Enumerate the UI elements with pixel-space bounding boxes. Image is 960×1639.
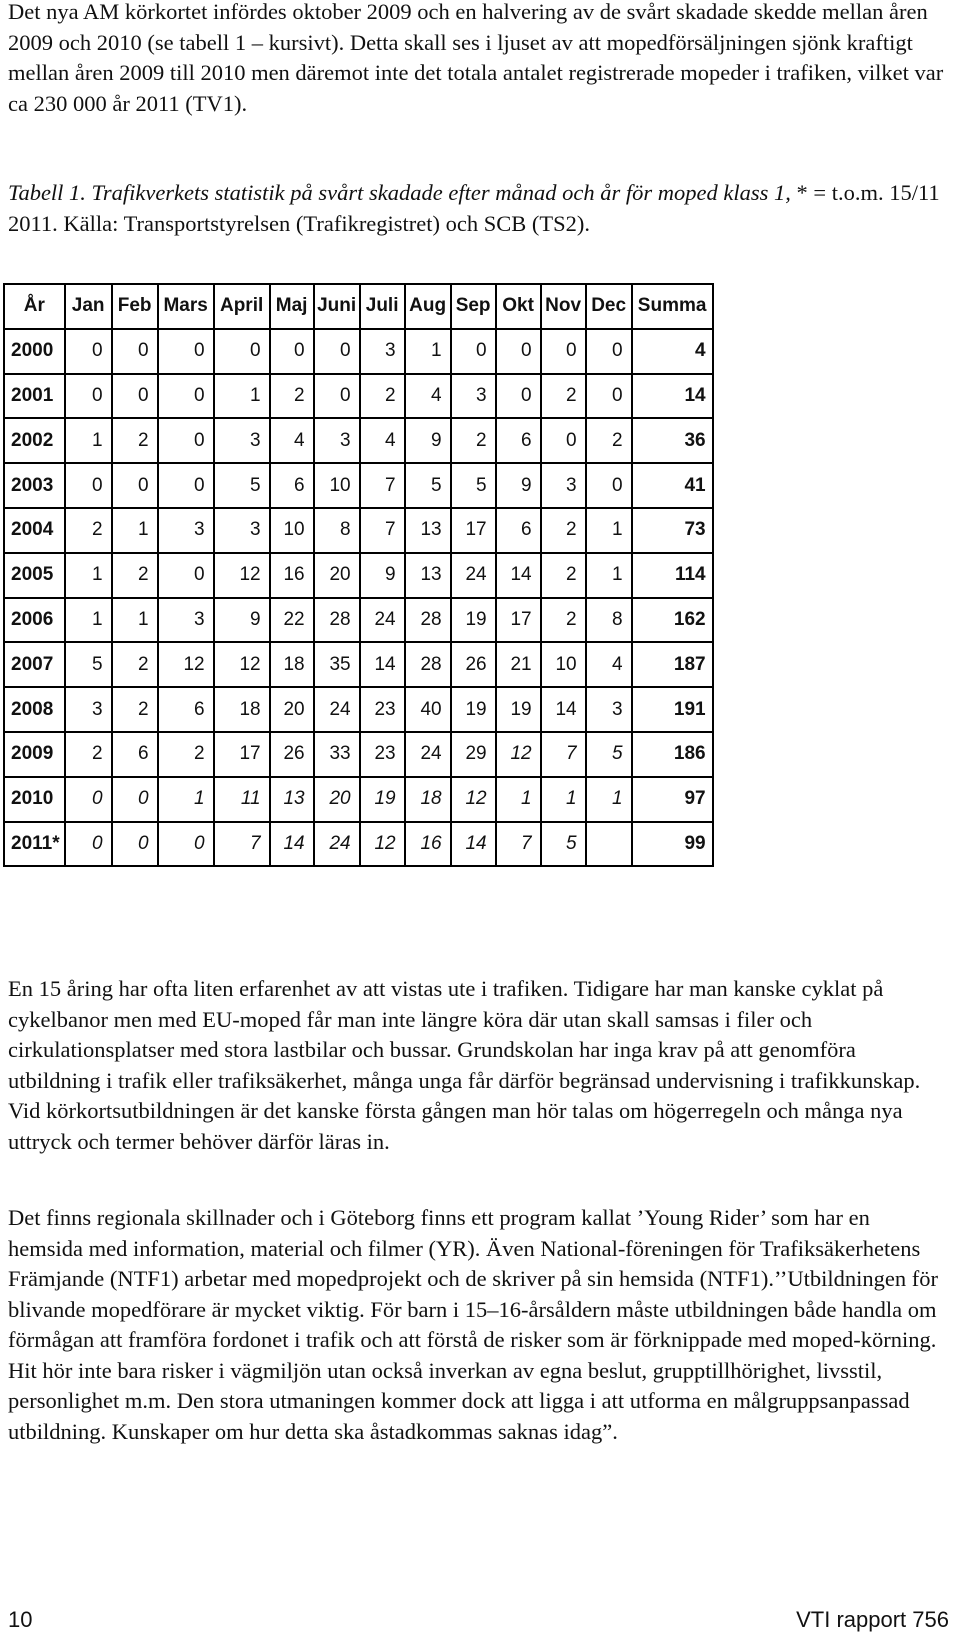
value-cell: 1 [586, 777, 632, 822]
sum-cell: 97 [632, 777, 713, 822]
value-cell: 1 [541, 777, 586, 822]
sum-cell: 73 [632, 508, 713, 553]
value-cell: 2 [112, 418, 158, 463]
paragraph-3: Det finns regionala skillnader och i Göteborg finns ett program kallat ’Young Rider’ som har en hemsida med information, material och filmer (YR). Även National-föreningen för Trafiksäkerhetens Främjande (NTF1) arbetar med mopedprojekt och de skriver på sin hemsida (NTF1).’’Utbildningen för blivande mopedförare är mycket viktig. För barn i 15–16-årsåldern måste utbildningen både handla om förmågan att framföra fordonet i trafik och att förstå de risker som är förknippade med moped-körning. Hit hör inte bara risker i vägmiljön utan också inverkan av egna beslut, grupptillhörighet, livsstil, personlighet m.m. Den stora utmaningen kommer dock att ligga i att utforma en målgruppsanpassad utbildning. Kunskaper om hur detta ska åstadkommas saknas idag”. [8, 1205, 938, 1444]
value-cell: 24 [451, 553, 496, 598]
value-cell: 1 [65, 418, 112, 463]
value-cell: 5 [214, 463, 270, 508]
value-cell: 14 [270, 822, 314, 867]
sum-cell: 162 [632, 598, 713, 643]
value-cell: 12 [451, 777, 496, 822]
value-cell: 4 [270, 418, 314, 463]
value-cell: 0 [541, 329, 586, 374]
value-cell: 0 [65, 777, 112, 822]
value-cell: 0 [158, 463, 214, 508]
value-cell: 0 [65, 329, 112, 374]
value-cell: 18 [270, 642, 314, 687]
value-cell: 3 [65, 687, 112, 732]
value-cell: 19 [451, 598, 496, 643]
value-cell: 24 [314, 687, 360, 732]
value-cell: 14 [541, 687, 586, 732]
value-cell: 8 [586, 598, 632, 643]
table-body [4, 329, 713, 867]
value-cell: 17 [451, 508, 496, 553]
value-cell: 0 [451, 329, 496, 374]
table-row [4, 777, 713, 822]
value-cell: 12 [158, 642, 214, 687]
value-cell: 0 [158, 418, 214, 463]
value-cell: 28 [314, 598, 360, 643]
value-cell: 1 [586, 553, 632, 598]
value-cell: 12 [214, 553, 270, 598]
value-cell: 12 [360, 822, 405, 867]
value-cell: 33 [314, 732, 360, 777]
sum-cell: 186 [632, 732, 713, 777]
value-cell: 40 [405, 687, 451, 732]
table-header-cell: Juni [314, 284, 360, 329]
table-header-cell: Aug [405, 284, 451, 329]
value-cell: 20 [314, 777, 360, 822]
value-cell: 2 [541, 553, 586, 598]
value-cell: 35 [314, 642, 360, 687]
value-cell: 6 [496, 508, 541, 553]
value-cell: 20 [314, 553, 360, 598]
table-row [4, 508, 713, 553]
value-cell: 14 [360, 642, 405, 687]
value-cell: 24 [314, 822, 360, 867]
value-cell: 1 [586, 508, 632, 553]
footer-report-name: VTI rapport 756 [796, 1607, 949, 1632]
caption-italic: Tabell 1. Trafikverkets statistik på svårt skadade efter månad och år för moped klass 1, [8, 180, 797, 205]
value-cell: 12 [496, 732, 541, 777]
value-cell: 2 [541, 598, 586, 643]
value-cell: 2 [112, 687, 158, 732]
value-cell: 5 [451, 463, 496, 508]
year-cell: 2006 [4, 598, 65, 643]
value-cell: 5 [65, 642, 112, 687]
sum-cell: 191 [632, 687, 713, 732]
value-cell: 19 [496, 687, 541, 732]
value-cell: 26 [270, 732, 314, 777]
value-cell: 0 [112, 463, 158, 508]
value-cell: 23 [360, 732, 405, 777]
value-cell: 2 [541, 374, 586, 419]
value-cell: 0 [586, 374, 632, 419]
value-cell: 5 [586, 732, 632, 777]
year-cell: 2005 [4, 553, 65, 598]
value-cell: 1 [496, 777, 541, 822]
value-cell: 10 [314, 463, 360, 508]
table-header-cell: Nov [541, 284, 586, 329]
statistics-table-container [3, 283, 714, 867]
sum-cell: 41 [632, 463, 713, 508]
value-cell: 3 [214, 418, 270, 463]
value-cell: 0 [158, 329, 214, 374]
table-header-cell: Sep [451, 284, 496, 329]
year-cell: 2000 [4, 329, 65, 374]
value-cell: 0 [158, 822, 214, 867]
value-cell: 3 [314, 418, 360, 463]
table-header-cell: Jan [65, 284, 112, 329]
value-cell: 2 [360, 374, 405, 419]
value-cell: 0 [158, 553, 214, 598]
value-cell: 9 [405, 418, 451, 463]
value-cell: 6 [112, 732, 158, 777]
value-cell: 0 [65, 374, 112, 419]
value-cell: 0 [214, 329, 270, 374]
year-cell: 2009 [4, 732, 65, 777]
table-header-cell: Dec [586, 284, 632, 329]
value-cell: 22 [270, 598, 314, 643]
value-cell: 2 [158, 732, 214, 777]
value-cell: 0 [112, 822, 158, 867]
value-cell: 7 [360, 463, 405, 508]
table-row [4, 822, 713, 867]
value-cell: 2 [65, 508, 112, 553]
sum-cell: 99 [632, 822, 713, 867]
table-header-cell: Summa [632, 284, 713, 329]
table-header-cell: April [214, 284, 270, 329]
value-cell: 7 [214, 822, 270, 867]
value-cell: 1 [112, 598, 158, 643]
value-cell: 6 [158, 687, 214, 732]
table-header-cell: Mars [158, 284, 214, 329]
year-cell: 2010 [4, 777, 65, 822]
value-cell: 28 [405, 642, 451, 687]
table-row [4, 687, 713, 732]
value-cell: 0 [496, 329, 541, 374]
sum-cell: 4 [632, 329, 713, 374]
value-cell: 9 [496, 463, 541, 508]
value-cell: 23 [360, 687, 405, 732]
value-cell: 0 [496, 374, 541, 419]
value-cell: 2 [541, 508, 586, 553]
value-cell: 17 [214, 732, 270, 777]
value-cell: 19 [451, 687, 496, 732]
value-cell: 4 [360, 418, 405, 463]
value-cell: 4 [405, 374, 451, 419]
value-cell: 10 [541, 642, 586, 687]
table-header-cell: Feb [112, 284, 158, 329]
caption-plain: * = t.o.m. 15/11 2011. Källa: Transportstyrelsen (Trafikregistret) och SCB (TS2). [8, 180, 940, 236]
table-row [4, 642, 713, 687]
value-cell: 4 [586, 642, 632, 687]
value-cell: 18 [405, 777, 451, 822]
value-cell: 1 [65, 553, 112, 598]
table-row [4, 374, 713, 419]
value-cell: 2 [112, 553, 158, 598]
value-cell: 28 [405, 598, 451, 643]
value-cell: 0 [270, 329, 314, 374]
value-cell: 2 [451, 418, 496, 463]
value-cell: 7 [496, 822, 541, 867]
table-row [4, 463, 713, 508]
table-row [4, 418, 713, 463]
value-cell: 0 [314, 374, 360, 419]
value-cell: 7 [541, 732, 586, 777]
year-cell: 2011* [4, 822, 65, 867]
table-header-cell: Maj [270, 284, 314, 329]
value-cell: 3 [541, 463, 586, 508]
value-cell: 14 [451, 822, 496, 867]
value-cell: 19 [360, 777, 405, 822]
value-cell: 17 [496, 598, 541, 643]
value-cell: 5 [541, 822, 586, 867]
table-header-cell: Juli [360, 284, 405, 329]
table-row [4, 598, 713, 643]
value-cell: 0 [112, 329, 158, 374]
value-cell: 0 [65, 822, 112, 867]
value-cell: 3 [451, 374, 496, 419]
value-cell: 9 [360, 553, 405, 598]
value-cell: 11 [214, 777, 270, 822]
value-cell: 24 [360, 598, 405, 643]
value-cell: 6 [496, 418, 541, 463]
value-cell: 20 [270, 687, 314, 732]
statistics-table [3, 283, 714, 867]
value-cell: 26 [451, 642, 496, 687]
table-row [4, 553, 713, 598]
sum-cell: 187 [632, 642, 713, 687]
value-cell: 7 [360, 508, 405, 553]
value-cell: 12 [214, 642, 270, 687]
value-cell: 24 [405, 732, 451, 777]
value-cell: 0 [314, 329, 360, 374]
value-cell: 0 [158, 374, 214, 419]
value-cell: 0 [112, 374, 158, 419]
value-cell: 0 [112, 777, 158, 822]
value-cell: 16 [405, 822, 451, 867]
value-cell: 13 [270, 777, 314, 822]
value-cell: 2 [586, 418, 632, 463]
year-cell: 2008 [4, 687, 65, 732]
value-cell: 21 [496, 642, 541, 687]
table-caption [8, 178, 948, 239]
year-cell: 2007 [4, 642, 65, 687]
value-cell: 1 [214, 374, 270, 419]
value-cell: 18 [214, 687, 270, 732]
value-cell: 9 [214, 598, 270, 643]
footer-page-number: 10 [8, 1607, 33, 1632]
year-cell: 2003 [4, 463, 65, 508]
value-cell: 14 [496, 553, 541, 598]
year-cell: 2004 [4, 508, 65, 553]
value-cell: 0 [541, 418, 586, 463]
value-cell: 6 [270, 463, 314, 508]
value-cell: 3 [360, 329, 405, 374]
value-cell: 1 [405, 329, 451, 374]
value-cell: 1 [65, 598, 112, 643]
value-cell: 2 [270, 374, 314, 419]
sum-cell: 14 [632, 374, 713, 419]
value-cell: 2 [112, 642, 158, 687]
value-cell [586, 822, 632, 867]
table-header-row [4, 284, 713, 329]
value-cell: 0 [586, 329, 632, 374]
table-row [4, 732, 713, 777]
year-cell: 2001 [4, 374, 65, 419]
value-cell: 0 [586, 463, 632, 508]
year-cell: 2002 [4, 418, 65, 463]
value-cell: 3 [586, 687, 632, 732]
value-cell: 29 [451, 732, 496, 777]
value-cell: 10 [270, 508, 314, 553]
value-cell: 3 [214, 508, 270, 553]
intro-paragraph: Det nya AM körkortet infördes oktober 2009 och en halvering av de svårt skadade skedde mellan åren 2009 och 2010 (se tabell 1 – kursivt). Detta skall ses i ljuset av att mopedförsäljningen sjönk kraftigt mellan åren 2009 till 2010 men däremot inte det totala antalet registrerade mopeder i trafiken, vilket var ca 230 000 år 2011 (TV1). [8, 0, 944, 116]
value-cell: 3 [158, 598, 214, 643]
table-header-cell: År [4, 284, 65, 329]
value-cell: 0 [65, 463, 112, 508]
sum-cell: 114 [632, 553, 713, 598]
paragraph-2: En 15 åring har ofta liten erfarenhet av att vistas ute i trafiken. Tidigare har man kanske cyklat på cykelbanor men med EU-moped får man inte längre köra där utan skall samsas i filer och cirkulationsplatser med stora lastbilar och bussar. Grundskolan har inga krav på att genomföra utbildning i trafik eller trafiksäkerhet, många unga får därför begränsad undervisning i trafikkunskap. Vid körkortsutbildningen är det kanske första gången man hör talas om högerregeln och många nya uttryck och termer behöver därför läras in. [8, 976, 921, 1154]
value-cell: 8 [314, 508, 360, 553]
table-header-cell: Okt [496, 284, 541, 329]
value-cell: 1 [112, 508, 158, 553]
table-row [4, 329, 713, 374]
value-cell: 13 [405, 553, 451, 598]
value-cell: 13 [405, 508, 451, 553]
value-cell: 16 [270, 553, 314, 598]
value-cell: 1 [158, 777, 214, 822]
sum-cell: 36 [632, 418, 713, 463]
value-cell: 3 [158, 508, 214, 553]
value-cell: 2 [65, 732, 112, 777]
value-cell: 5 [405, 463, 451, 508]
